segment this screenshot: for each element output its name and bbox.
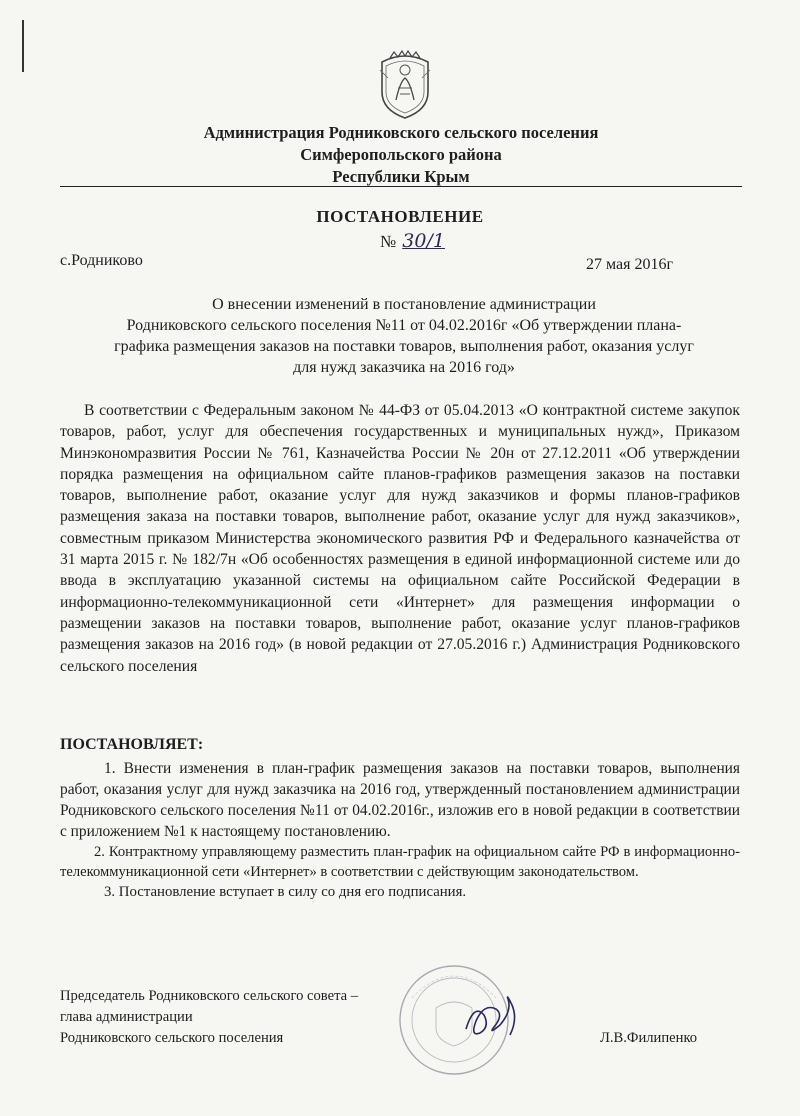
- organization-header: [60, 122, 742, 188]
- number-prefix: №: [380, 232, 397, 251]
- subject-line: О внесении изменений в постановление администрации: [212, 296, 596, 313]
- signature-block: [60, 986, 358, 1049]
- decree-word: ПОСТАНОВЛЯЕТ:: [60, 736, 204, 753]
- subject-line: для нужд заказчика на 2016 год»: [293, 359, 515, 376]
- decree-item: 2. Контрактному управляющему разместить план-график на официальном сайте РФ в информационно-телекоммуникационной сети «Интернет» в соответствии с действующим законодательством.: [60, 844, 740, 880]
- document-number: [380, 230, 445, 252]
- decree-item: 3. Постановление вступает в силу со дня его подписания.: [104, 884, 467, 900]
- signer-position: Родниковского сельского поселения: [60, 1030, 284, 1046]
- signer-name: Л.В.Филипенко: [600, 1030, 698, 1046]
- header-line: Администрация Родниковского сельского поселения: [203, 123, 599, 142]
- place: с.Родниково: [60, 252, 143, 269]
- header-line: Республики Крым: [332, 167, 470, 186]
- crimea-emblem-icon: [376, 48, 434, 120]
- header-divider: [60, 186, 742, 187]
- subject-line: Родниковского сельского поселения №11 от 04.02.2016г «Об утверждении плана-: [126, 317, 682, 334]
- handwritten-signature: [460, 985, 530, 1045]
- margin-mark: [22, 20, 24, 72]
- signer-position: Председатель Родниковского сельского совета –: [60, 988, 359, 1004]
- document-subject: [66, 294, 742, 378]
- signer-position: глава администрации: [60, 1009, 193, 1025]
- decree-item: 1. Внести изменения в план-график размещения заказов на поставки товаров, выполнения работ, оказания услуг для нужд заказчика на 2016 год, утвержденный постановлением администрации Родниковского сельского поселения №11 от 04.02.2016г., изложив его в новой редакции в соответствии с приложением №1 к настоящему постановлению.: [60, 760, 740, 840]
- subject-line: графика размещения заказов на поставки товаров, выполнения работ, оказания услуг: [114, 338, 694, 355]
- preamble-paragraph: В соответствии с Федеральным законом № 44-ФЗ от 05.04.2013 «О контрактной системе закупок товаров, работ, услуг для обеспечения государственных и муниципальных нужд», Приказом Минэкономразвития России № 761, Казначейства России № 20н от 27.12.2011 «Об утверждении порядка размещения на официальном сайте планов-графиков размещения заказов на поставки товаров, выполнение работ, оказание услуг для нужд заказчиков и формы планов-графиков размещения заказа на поставки товаров, выполнение работ, оказание услуг для нужд заказчиков», совместным приказом Министерства экономического развития РФ и Федерального казначейства от 31 марта 2015 г. № 182/7н «Об особенностях размещения в единой информационной системе или до ввода в эксплуатацию указанной системы на официальном сайте Российской Федерации в информационно-телекоммуникационной сети «Интернет» для размещения информации о размещении заказов на поставки товаров, выполнение работ, оказание услуг планов-графиков размещения заказов на 2016 год» (в новой редакции от 27.05.2016 г.) Администрация Родниковского сельского поселения: [60, 402, 740, 675]
- header-line: Симферопольского района: [300, 145, 502, 164]
- document-title: ПОСТАНОВЛЕНИЕ: [316, 207, 484, 226]
- decree-items: [60, 758, 740, 903]
- number-value: 30/1: [402, 230, 445, 252]
- document-date: 27 мая 2016г: [586, 256, 674, 273]
- preamble-block: [60, 400, 740, 677]
